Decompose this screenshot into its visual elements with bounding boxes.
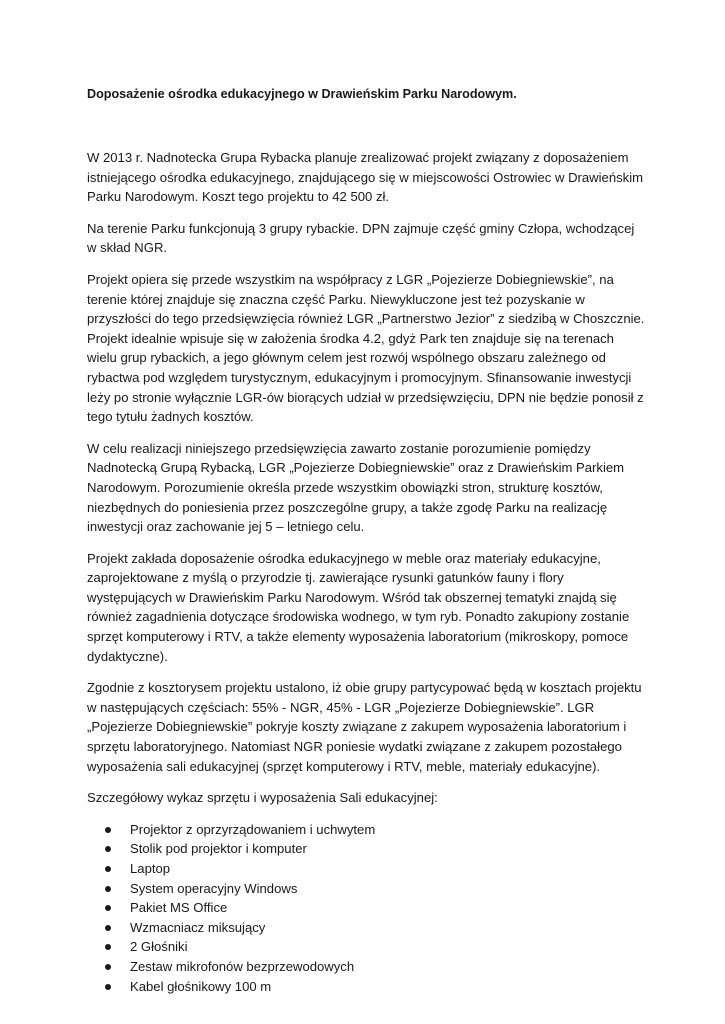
list-item-text: Laptop (130, 861, 171, 876)
bullet-icon (105, 925, 111, 931)
document-page (87, 84, 647, 996)
list-item-text: Stolik pod projektor i komputer (130, 841, 307, 857)
paragraph-project-scope: Projekt zakłada doposażenie ośrodka edukacyjnego w meble oraz materiały edukacyjne, zaprojektowane z myślą o przyrodzie tj. zawierające rysunki gatunków fauny i flory występujących w Drawieńskim Parku Narodowym. Wśród tak obszernej tematyki znajdą się również zagadnienia dotyczące środowiska wodnego, w tym ryb. Ponadto zakupiony zostanie sprzęt komputerowy i RTV, a także elementy wyposażenia laboratorium (mikroskopy, pomoce dydaktyczne). (87, 550, 630, 664)
list-item-text: Kabel głośnikowy 100 m (130, 978, 272, 994)
paragraph-agreement: W celu realizacji niniejszego przedsięwzięcia zawarto zostanie porozumienie pomiędzy Nadnotecką Grupą Rybacką, LGR „Pojezierze Dobiegniewskie” oraz z Drawieńskim Parkiem Narodowym. Porozumienie określa przede wszystkim obowiązki stron, strukturę kosztów, niezbędnych do poniesienia przez poszczególne grupy, a także zgodę Parku na realizację inwestycji oraz zachowanie jej 5 – letniego celu. (87, 440, 625, 535)
list-item-text: Wzmacniacz miksujący (130, 919, 266, 935)
paragraph-intro: W 2013 r. Nadnotecka Grupa Rybacka planuje zrealizować projekt związany z doposażeniem istniejącego ośrodka edukacyjnego, znajdującego się w miejscowości Ostrowiec w Drawieńskim Parku Narodowym. Koszt tego projektu to 42 500 zł. (87, 150, 644, 205)
bullet-icon (105, 964, 111, 970)
bullet-icon (105, 846, 111, 852)
list-item-text: System operacyjny Windows (130, 880, 298, 896)
equipment-list (87, 820, 647, 996)
bullet-icon (105, 827, 111, 833)
bullet-icon (105, 886, 111, 892)
list-item-text: Zestaw mikrofonów bezprzewodowych (130, 958, 355, 974)
bullet-icon (105, 944, 111, 950)
list-item-text: Pakiet MS Office (130, 900, 228, 916)
list-item (87, 898, 647, 918)
list-item (87, 937, 647, 957)
paragraph-fishing-groups: Na terenie Parku funkcjonują 3 grupy rybackie. DPN zajmuje część gminy Człopa, wchodzącej w skład NGR. (87, 220, 635, 256)
list-item-text: 2 Głośniki (130, 939, 188, 955)
title-spacer (87, 104, 647, 148)
list-item (87, 918, 647, 938)
paragraph-cost-split: Zgodnie z kosztorysem projektu ustalono, iż obie grupy partycypować będą w kosztach projektu w następujących częściach: 55% - NGR, 45% - LGR „Pojezierze Dobiegniewskie”. LGR „Pojezierze Dobiegniewskie” pokryje koszty związane z zakupem wyposażenia laboratorium i sprzętu laboratoryjnego. Natomiast NGR poniesie wydatki związane z zakupem pozostałego wyposażenia sali edukacyjnej (sprzęt komputerowy i RTV, meble, materiały edukacyjne). (87, 680, 642, 774)
bullet-icon (105, 905, 111, 911)
list-item (87, 879, 647, 899)
bullet-icon (105, 984, 111, 990)
bullet-icon (105, 866, 111, 872)
document-title: Doposażenie ośrodka edukacyjnego w Drawieńskim Parku Narodowym. (87, 87, 517, 101)
list-item (87, 820, 647, 840)
list-item (87, 957, 647, 977)
paragraph-cooperation: Projekt opiera się przede wszystkim na współpracy z LGR „Pojezierze Dobiegniewskie”, na terenie której znajduje się znaczna część Parku. Niewykluczone jest też pozyskanie w przyszłości do tego przedsięwzięcia również LGR „Partnerstwo Jezior” z siedzibą w Choszcznie. Projekt idealnie wpisuje się w założenia środka 4.2, gdyż Park ten znajduje się na terenach wielu grup rybackich, a jego głównym celem jest rozwój wspólnego obszaru zależnego od rybactwa pod względem turystycznym, edukacyjnym i promocyjnym. Sfinansowanie inwestycji leży po stronie wyłącznie LGR-ów biorących udział w przedsięwzięciu, DPN nie będzie ponosił z tego tytułu żadnych kosztów. (87, 271, 645, 425)
list-item (87, 859, 647, 879)
list-item-text: Projektor z oprzyrządowaniem i uchwytem (130, 821, 376, 837)
list-item (87, 839, 647, 859)
paragraph-list-intro: Szczegółowy wykaz sprzętu i wyposażenia Sali edukacyjnej: (87, 790, 438, 806)
list-item (87, 977, 647, 997)
